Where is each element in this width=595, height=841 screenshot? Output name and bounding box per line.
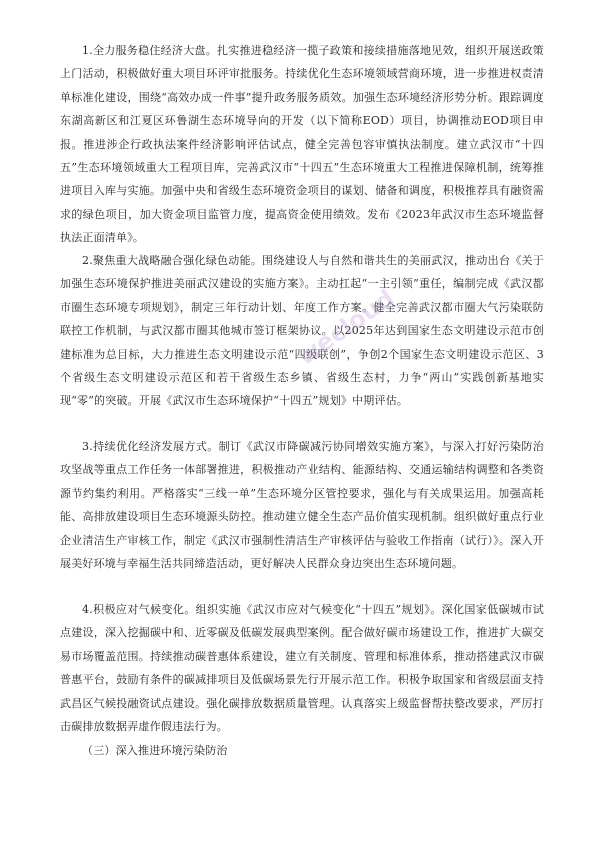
paragraph-development-mode: 3.持续优化经济发展方式。制订《武汉市降碳减污协同增效实施方案》，与深入打好污染防治攻坚战等重点工作任务一体部署推进，积极推动产业结构、能源结构、交通运输结构调整和各类资源节约集约利用。严格落实“三线一单”生态环境分区管控要求，强化与有关成果运用。加强高耗能、高排放建设项目生态环境源头防控。推动建立健全生态产品价值实现机制。组织做好重点行业企业清洁生产审核工作，制定《武汉市强制性清洁生产审核评估与验收工作指南（试行）》。深入开展美好环境与幸福生活共同缔造活动，更好解决人民群众身边突出生态环境问题。 [60, 440, 544, 571]
paragraph-economy-service: 1.全力服务稳住经济大盘。扎实推进稳经济一揽子政策和接续措施落地见效，组织开展送政策上门活动，积极做好重大项目环评审批服务。持续优化生态环境领域营商环境，进一步推进权责清单标准化建设，围绕“高效办成一件事”提升政务服务质效。加强生态环境经济形势分析。跟踪调度东湖高新区和江夏区环鲁湖生态环境导向的开发（以下简称EOD）项目，协调推动EOD项目申报。推进涉企行政执法案件经济影响评估试点，健全完善包容审慎执法制度。建立武汉市“十四五”生态环境领域重大工程项目库，完善武汉市“十四五”生态环境重大工程推进保障机制，统筹推进项目入库与实施。加强中央和省级生态环境资金项目的谋划、储备和调度，积极推荐具有融资需求的绿色项目，加大资金项目监管力度，提高资金使用绩效。发布《2023年武汉市生态环境监督执法正面清单》。 [60, 44, 544, 245]
watermark-logo: wecloud [292, 283, 400, 371]
section-heading: （三）深入推进环境污染防治 [82, 744, 228, 757]
paragraph-climate-change: 4.积极应对气候变化。组织实施《武汉市应对气候变化“十四五”规划》。深化国家低碳城市试点建设，深入挖掘碳中和、近零碳及低碳发展典型案例。配合做好碳市场建设工作，推进扩大碳交易市场覆盖范围。持续推动碳普惠体系建设，建立有关制度、管理和标准体系，推动搭建武汉市碳普惠平台，鼓励有条件的碳减排项目及低碳场景先行开展示范工作。积极争取国家和省级层面支持武昌区气候投融资试点建设。强化碳排放数据质量管理。认真落实上级监督帮扶整改要求，严厉打击碳排放数据弄虚作假违法行为。 [60, 603, 544, 734]
paragraph-green-momentum: 2.聚焦重大战略融合强化绿色动能。围绕建设人与自然和谐共生的美丽武汉，推动出台《关于加强生态环境保护推进美丽武汉建设的实施方案》。主动扛起“一主引领”重任，编制完成《武汉都市圈生态环境专项规划》，制定三年行动计划、年度工作方案。健全完善武汉都市圈大气污染联防联控工作机制，与武汉都市圈其他城市签订框架协议。以2025年达到国家生态文明建设示范市创建标准为总目标，大力推进生态文明建设示范“四级联创”，争创2个国家生态文明建设示范区、3个省级生态文明建设示范区和若干省级生态乡镇、省级生态村，力争“两山”实践创新基地实现“零”的突破。开展《武汉市生态环境保护“十四五”规划》中期评估。 [60, 254, 544, 408]
